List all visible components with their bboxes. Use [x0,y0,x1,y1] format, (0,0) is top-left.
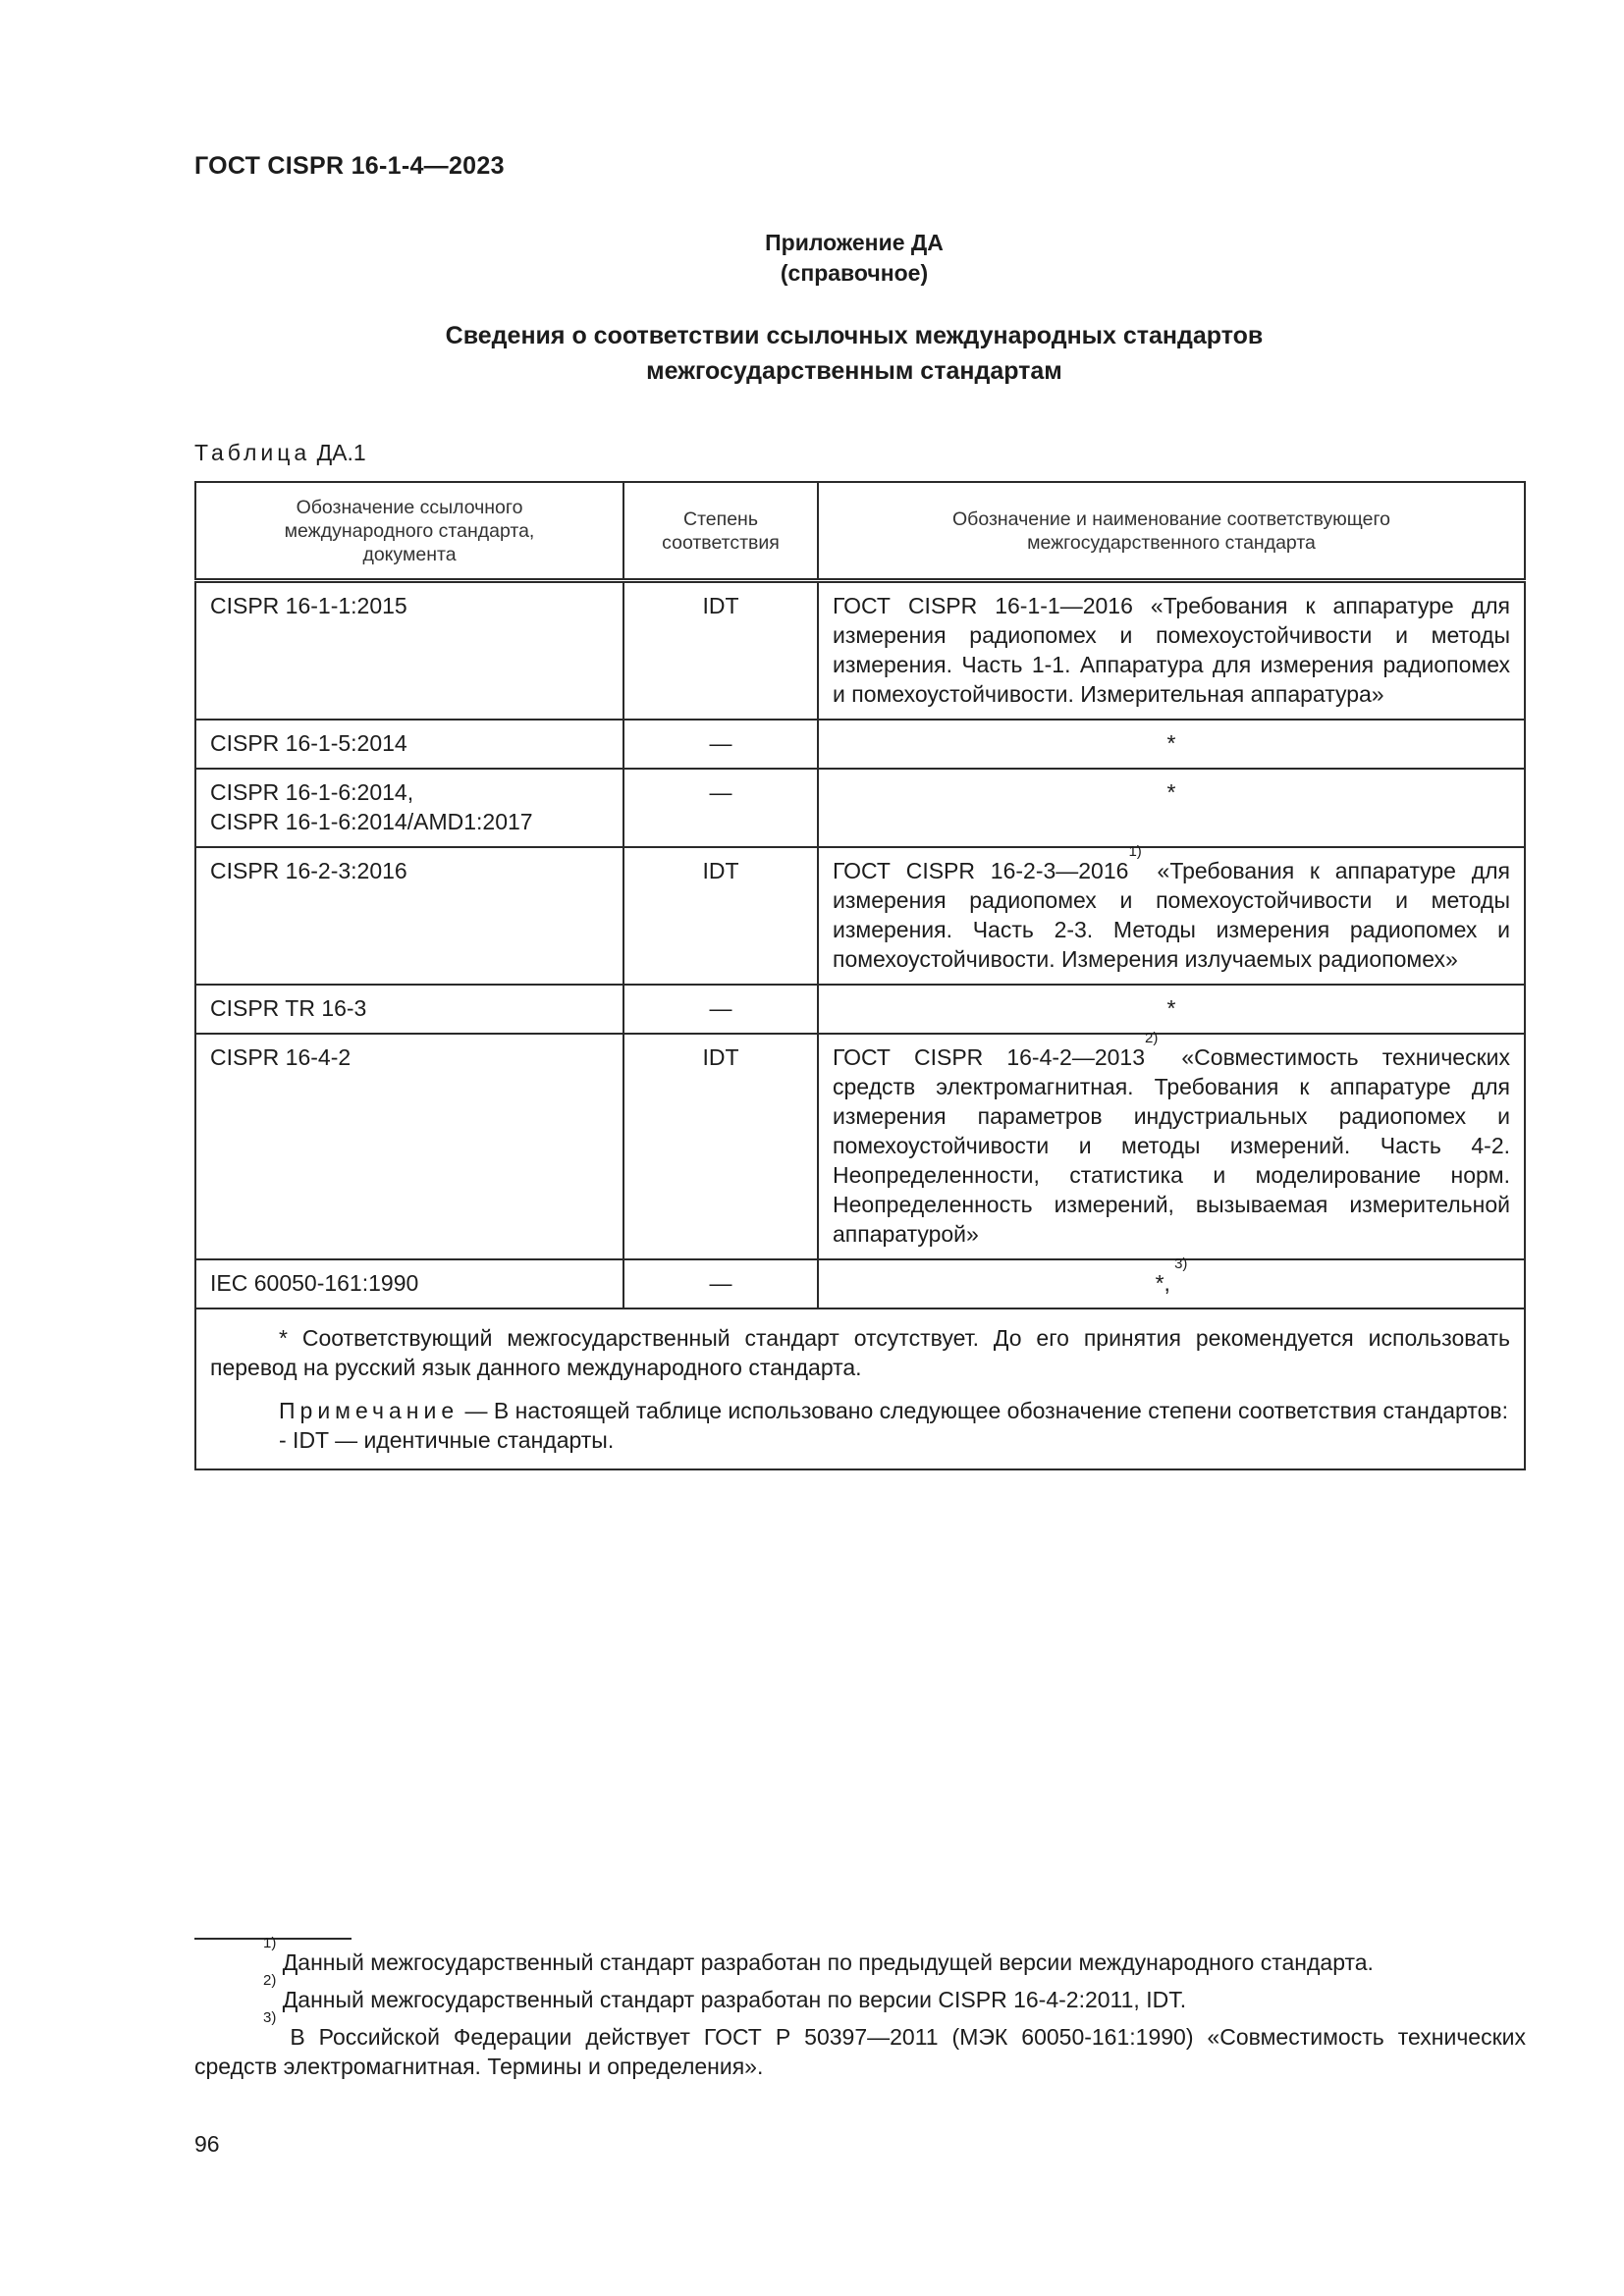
reference-line1: CISPR 16-1-6:2014, [210,779,414,805]
degree-cell: — [623,720,818,769]
interstate-standard-cell: * [818,720,1525,769]
footnote-ref: 3) [1169,1255,1188,1272]
table-row [195,581,1525,721]
star-note: * Соответствующий межгосударственный стандарт отсутствует. До его принятия рекомендуется использовать перевод на русский язык данного международного стандарта. [210,1325,1510,1380]
table-row [195,847,1525,985]
header-col3-line1: Обозначение и наименование соответствующего [951,507,1390,530]
section-title-line1: Сведения о соответствии ссылочных международных стандартов [445,322,1264,349]
document-code: ГОСТ CISPR 16-1-4—2023 [194,152,505,180]
header-col2-line1: Степень [683,507,758,530]
header-col1-line1: Обозначение ссылочного [296,496,523,518]
footnotes [194,1935,1526,2089]
header-reference-standard [195,482,623,581]
table-notes [195,1308,1525,1469]
table-caption-number: ДА.1 [310,440,366,465]
footnote-item [194,2009,1526,2081]
header-col2-line2: соответствия [662,531,780,554]
note-label: Примечание [279,1398,460,1423]
table-row [195,1259,1525,1308]
footnote-item [194,1935,1526,1977]
interstate-standard-cell [818,1030,1525,1259]
degree-cell: — [623,769,818,847]
standard-name: «Требования к аппаратуре для измерения радиопомех и помехоустойчивости и методы измерения. Часть 2-3. Методы измерения радиопомех и помехоустойчивости. Измерения излучаемых радиопомех» [833,858,1511,972]
reference-cell [195,769,623,847]
footnote-item [194,1972,1526,2014]
table-row [195,769,1525,847]
footnote-mark: 2) [263,1972,277,1989]
interstate-standard-cell [818,1255,1525,1308]
reference-line2: CISPR 16-1-6:2014/AMD1:2017 [210,809,533,834]
section-title [0,318,1624,389]
degree-cell: — [623,1259,818,1308]
interstate-standard-cell [818,581,1525,721]
reference-cell: CISPR 16-1-5:2014 [195,720,623,769]
footnote-text: Данный межгосударственный стандарт разработан по версии CISPR 16-4-2:2011, IDT. [276,1987,1187,2012]
reference-cell: CISPR 16-2-3:2016 [195,847,623,985]
table-header-row [195,482,1525,581]
degree-cell: IDT [623,847,818,985]
footnote-mark: 1) [263,1935,277,1951]
table-notes-row [195,1308,1525,1469]
header-col1-line2: международного стандарта, [284,519,535,542]
annex-subtitle: (справочное) [780,260,929,286]
annex-title: Приложение ДА [765,230,944,255]
annex-heading [0,228,1624,289]
standard-name: «Требования к аппаратуре для измерения радиопомех и помехоустойчивости и методы измерения. Часть 1-1. Аппаратура для измерения радиопомех и помехоустойчивости. Измерительная аппаратура» [833,593,1511,707]
table-row [195,985,1525,1034]
header-col3-line2: межгосударственного стандарта [1027,531,1316,554]
note-text: — В настоящей таблице использовано следующее обозначение степени соответствия стандартов: [459,1398,1508,1423]
reference-cell: CISPR 16-1-1:2015 [195,581,623,721]
standard-absent-mark: *, [1155,1270,1170,1296]
standard-code: ГОСТ CISPR 16-4-2—2013 [833,1044,1145,1070]
reference-cell: CISPR 16-4-2 [195,1034,623,1259]
footnote-text: Данный межгосударственный стандарт разработан по предыдущей версии международного стандарта. [276,1949,1374,1975]
footnote-mark: 3) [263,2009,277,2026]
idt-definition: - IDT — идентичные стандарты. [279,1427,615,1453]
table-row [195,720,1525,769]
degree-cell: IDT [623,581,818,721]
reference-cell: CISPR TR 16-3 [195,985,623,1034]
table-note [210,1396,1510,1425]
standard-name: «Совместимость технических средств электромагнитная. Требования к аппаратуре для измерения параметров индустриальных радиопомех и помехоустойчивости и методы измерений. Часть 4-2. Неопределенности, статистика и моделирование норм. Неопределенность измерений, вызываемая измерительной аппаратурой» [833,1044,1511,1247]
degree-cell: — [623,985,818,1034]
reference-cell: IEC 60050-161:1990 [195,1259,623,1308]
standard-code: ГОСТ CISPR 16-1-1—2016 [833,593,1133,618]
interstate-standard-cell: * [818,769,1525,847]
degree-cell: IDT [623,1034,818,1259]
table-caption [194,440,366,466]
footnote-ref: 2) [1145,1030,1159,1046]
footnote-text: В Российской Федерации действует ГОСТ Р 50397—2011 (МЭК 60050-161:1990) «Совместимость технических средств электромагнитная. Термины и определения». [194,2024,1526,2079]
interstate-standard-cell [818,843,1525,985]
header-col1-line3: документа [362,543,457,565]
interstate-standard-cell: * [818,985,1525,1034]
footnote-ref: 1) [1128,843,1142,860]
standard-code: ГОСТ CISPR 16-2-3—2016 [833,858,1129,883]
page-number: 96 [194,2131,220,2157]
header-degree [623,482,818,581]
table-caption-word: Таблица [194,440,311,465]
header-interstate-standard [818,482,1525,581]
section-title-line2: межгосударственным стандартам [646,357,1062,385]
standards-table [194,481,1526,1470]
table-row [195,1034,1525,1259]
